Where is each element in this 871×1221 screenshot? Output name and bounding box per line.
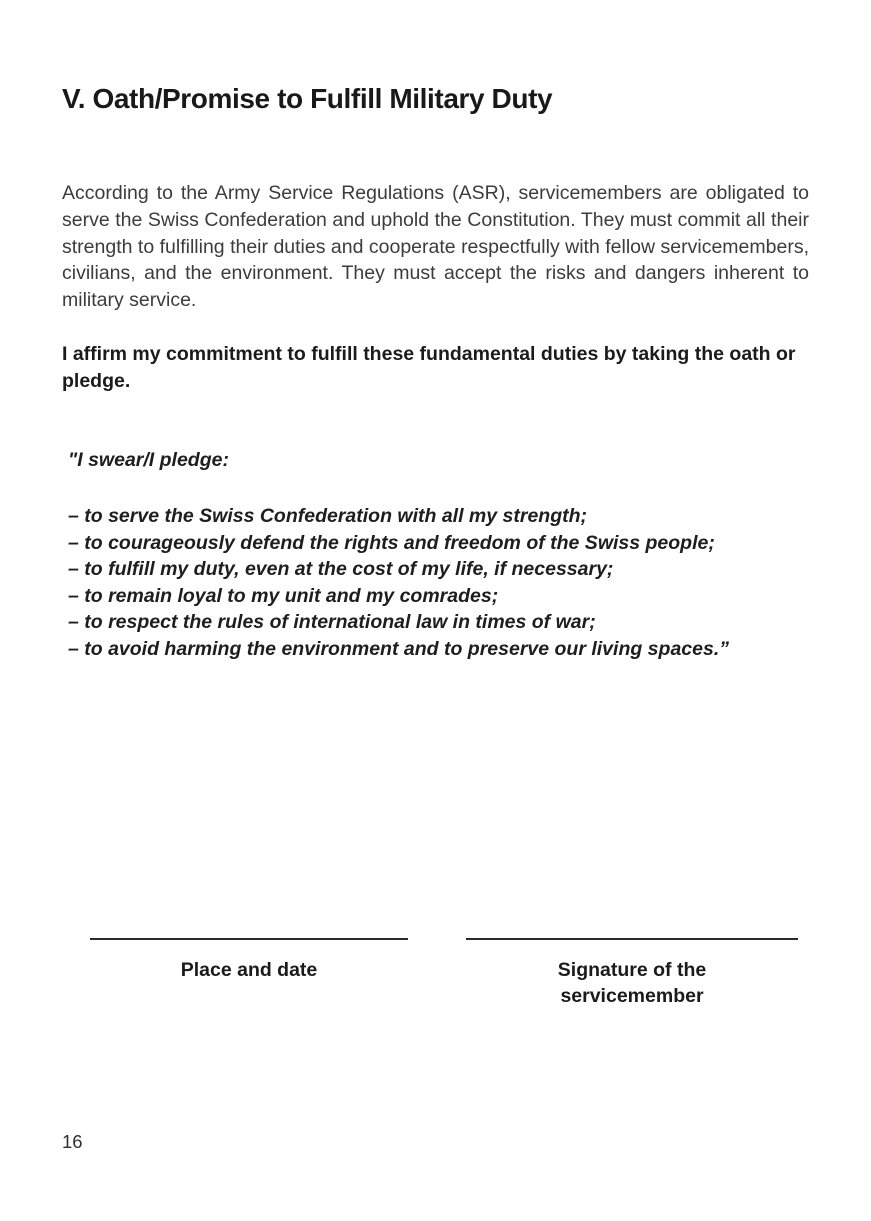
oath-item: – to fulfill my duty, even at the cost of my life, if necessary; (68, 558, 614, 581)
oath-item: – to serve the Swiss Confederation with all my strength; (68, 505, 588, 527)
signature-label-place-date: Place and date (180, 959, 318, 981)
signature-label-line1: Signature of the (557, 959, 707, 981)
oath-item: – to avoid harming the environment and to preserve our living spaces.” (68, 637, 729, 660)
page-number: 16 (62, 1131, 83, 1152)
oath-block (68, 447, 820, 663)
signature-block-place-date (90, 938, 408, 983)
intro-paragraph: According to the Army Service Regulations (ASR), servicemembers are obligated to serve the Swiss Confederation and uphold the Constitution. They must commit all their strength to fulfilling their duties and cooperate respectfully with fellow servicemembers, civilians, and the environment. They must accept the risks and dangers inherent to military service. (62, 182, 809, 312)
page-title: V. Oath/Promise to Fulfill Military Duty (62, 82, 553, 114)
signature-line-servicemember (466, 938, 798, 940)
oath-list (68, 503, 820, 663)
signature-label-line2: servicemember (560, 985, 704, 1007)
oath-item: – to courageously defend the rights and freedom of the Swiss people; (68, 531, 715, 554)
oath-opening-line: "I swear/I pledge: (68, 449, 229, 471)
signature-label-servicemember (466, 957, 798, 1009)
oath-item: – to remain loyal to my unit and my comrades; (68, 584, 499, 607)
oath-item: – to respect the rules of international law in times of war; (68, 611, 596, 634)
affirmation-paragraph: I affirm my commitment to fulfill these fundamental duties by taking the oath or pledge. (62, 343, 796, 392)
signature-line-place-date (90, 938, 408, 940)
signature-block-servicemember (466, 938, 798, 1009)
